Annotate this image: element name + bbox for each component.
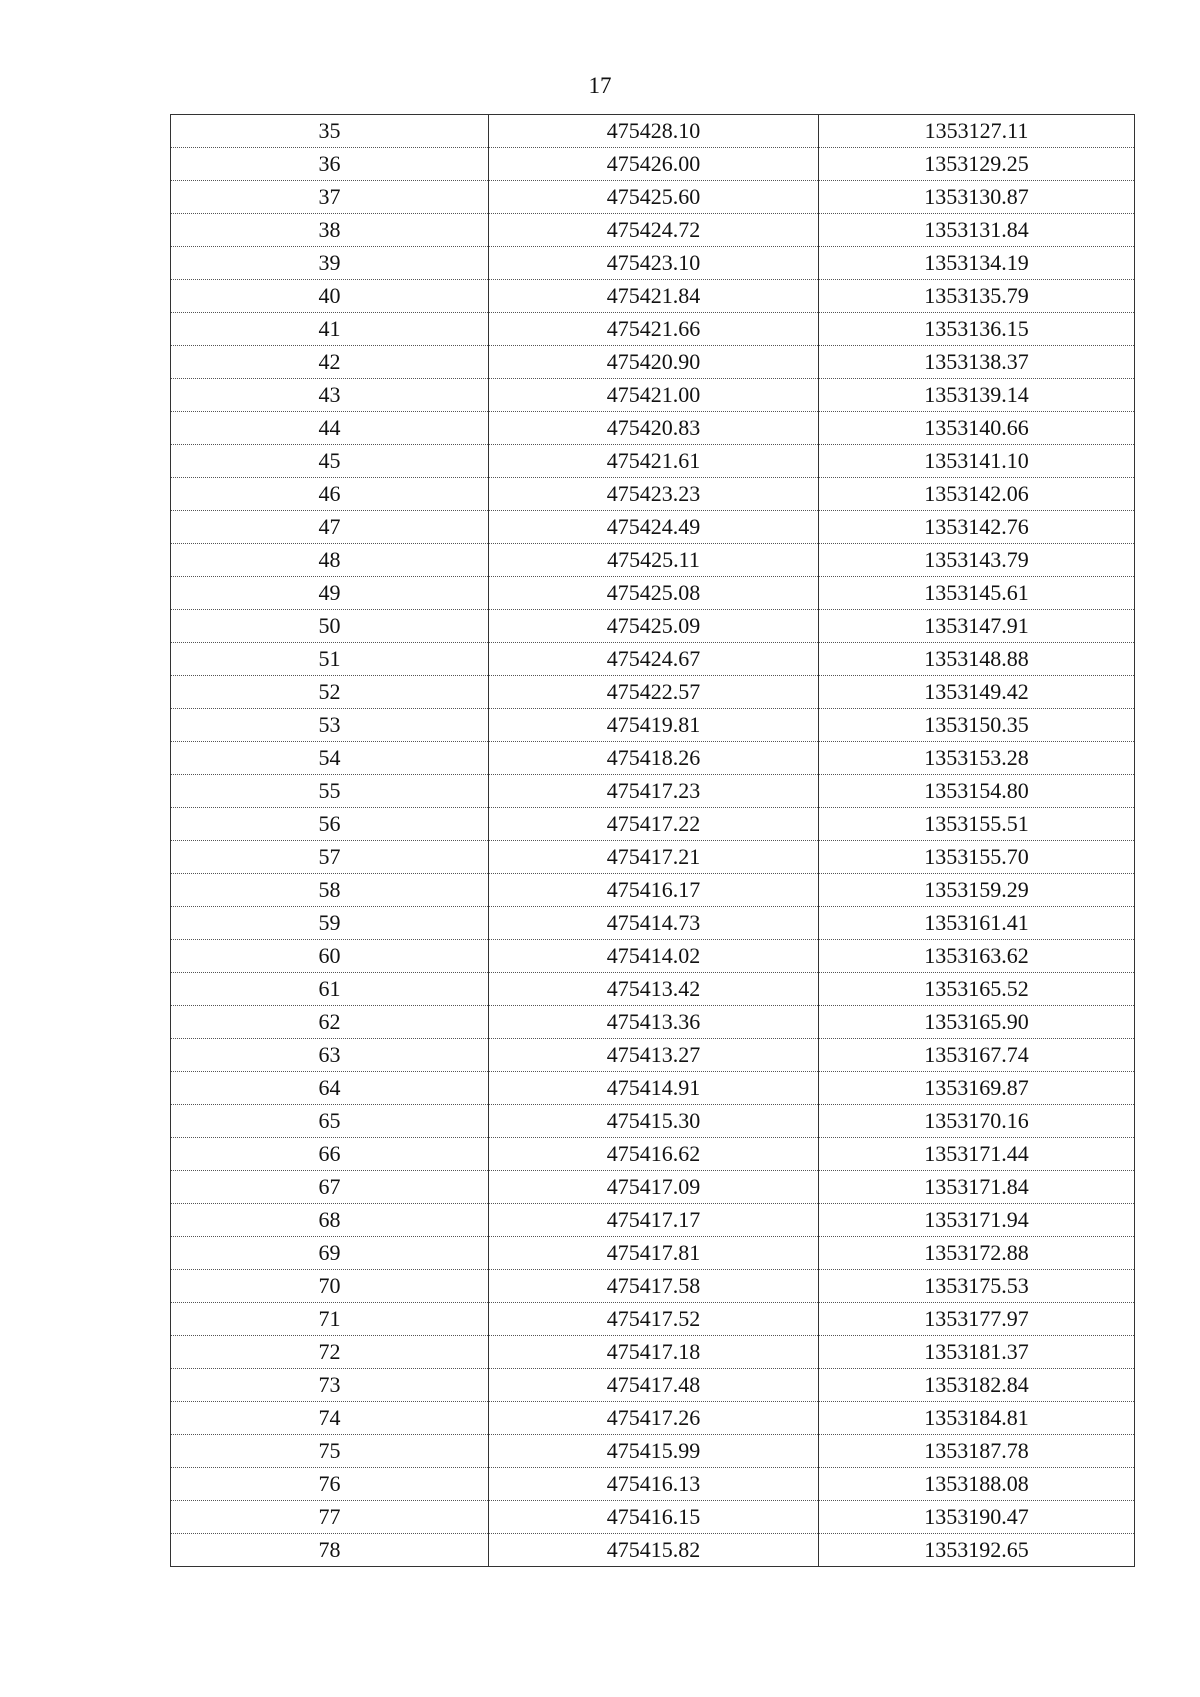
point-number-cell: 52 bbox=[171, 676, 489, 709]
x-coordinate-cell: 475425.09 bbox=[489, 610, 819, 643]
y-coordinate-cell: 1353138.37 bbox=[819, 346, 1135, 379]
point-number-cell: 50 bbox=[171, 610, 489, 643]
y-coordinate-cell: 1353171.84 bbox=[819, 1171, 1135, 1204]
table-row bbox=[171, 1270, 1135, 1303]
x-coordinate-cell: 475420.90 bbox=[489, 346, 819, 379]
x-coordinate-cell: 475417.26 bbox=[489, 1402, 819, 1435]
table-row bbox=[171, 775, 1135, 808]
x-coordinate-cell: 475421.61 bbox=[489, 445, 819, 478]
x-coordinate-cell: 475417.81 bbox=[489, 1237, 819, 1270]
point-number-cell: 51 bbox=[171, 643, 489, 676]
y-coordinate-cell: 1353154.80 bbox=[819, 775, 1135, 808]
x-coordinate-cell: 475417.09 bbox=[489, 1171, 819, 1204]
table-row bbox=[171, 841, 1135, 874]
table-row bbox=[171, 577, 1135, 610]
point-number-cell: 48 bbox=[171, 544, 489, 577]
y-coordinate-cell: 1353163.62 bbox=[819, 940, 1135, 973]
table-row bbox=[171, 643, 1135, 676]
y-coordinate-cell: 1353165.90 bbox=[819, 1006, 1135, 1039]
y-coordinate-cell: 1353141.10 bbox=[819, 445, 1135, 478]
x-coordinate-cell: 475417.58 bbox=[489, 1270, 819, 1303]
x-coordinate-cell: 475413.27 bbox=[489, 1039, 819, 1072]
point-number-cell: 55 bbox=[171, 775, 489, 808]
y-coordinate-cell: 1353145.61 bbox=[819, 577, 1135, 610]
x-coordinate-cell: 475415.82 bbox=[489, 1534, 819, 1567]
table-row bbox=[171, 1303, 1135, 1336]
y-coordinate-cell: 1353142.76 bbox=[819, 511, 1135, 544]
point-number-cell: 60 bbox=[171, 940, 489, 973]
y-coordinate-cell: 1353161.41 bbox=[819, 907, 1135, 940]
x-coordinate-cell: 475424.49 bbox=[489, 511, 819, 544]
y-coordinate-cell: 1353131.84 bbox=[819, 214, 1135, 247]
y-coordinate-cell: 1353130.87 bbox=[819, 181, 1135, 214]
point-number-cell: 41 bbox=[171, 313, 489, 346]
x-coordinate-cell: 475425.08 bbox=[489, 577, 819, 610]
y-coordinate-cell: 1353134.19 bbox=[819, 247, 1135, 280]
point-number-cell: 45 bbox=[171, 445, 489, 478]
table-row bbox=[171, 973, 1135, 1006]
table-row bbox=[171, 511, 1135, 544]
table-row bbox=[171, 181, 1135, 214]
point-number-cell: 56 bbox=[171, 808, 489, 841]
x-coordinate-cell: 475414.73 bbox=[489, 907, 819, 940]
x-coordinate-cell: 475417.48 bbox=[489, 1369, 819, 1402]
point-number-cell: 39 bbox=[171, 247, 489, 280]
table-row bbox=[171, 907, 1135, 940]
point-number-cell: 71 bbox=[171, 1303, 489, 1336]
point-number-cell: 66 bbox=[171, 1138, 489, 1171]
y-coordinate-cell: 1353148.88 bbox=[819, 643, 1135, 676]
x-coordinate-cell: 475417.23 bbox=[489, 775, 819, 808]
y-coordinate-cell: 1353170.16 bbox=[819, 1105, 1135, 1138]
point-number-cell: 78 bbox=[171, 1534, 489, 1567]
point-number-cell: 73 bbox=[171, 1369, 489, 1402]
point-number-cell: 49 bbox=[171, 577, 489, 610]
x-coordinate-cell: 475417.21 bbox=[489, 841, 819, 874]
x-coordinate-cell: 475428.10 bbox=[489, 115, 819, 148]
table-row bbox=[171, 313, 1135, 346]
y-coordinate-cell: 1353143.79 bbox=[819, 544, 1135, 577]
x-coordinate-cell: 475423.10 bbox=[489, 247, 819, 280]
table-row bbox=[171, 808, 1135, 841]
point-number-cell: 69 bbox=[171, 1237, 489, 1270]
coordinates-table bbox=[170, 114, 1135, 1567]
table-row bbox=[171, 478, 1135, 511]
point-number-cell: 67 bbox=[171, 1171, 489, 1204]
y-coordinate-cell: 1353167.74 bbox=[819, 1039, 1135, 1072]
x-coordinate-cell: 475419.81 bbox=[489, 709, 819, 742]
x-coordinate-cell: 475417.17 bbox=[489, 1204, 819, 1237]
table-row bbox=[171, 940, 1135, 973]
y-coordinate-cell: 1353171.94 bbox=[819, 1204, 1135, 1237]
point-number-cell: 43 bbox=[171, 379, 489, 412]
x-coordinate-cell: 475415.99 bbox=[489, 1435, 819, 1468]
table-row bbox=[171, 148, 1135, 181]
table-row bbox=[171, 1336, 1135, 1369]
point-number-cell: 68 bbox=[171, 1204, 489, 1237]
x-coordinate-cell: 475413.42 bbox=[489, 973, 819, 1006]
y-coordinate-cell: 1353181.37 bbox=[819, 1336, 1135, 1369]
y-coordinate-cell: 1353192.65 bbox=[819, 1534, 1135, 1567]
table-row bbox=[171, 709, 1135, 742]
table-row bbox=[171, 1039, 1135, 1072]
point-number-cell: 57 bbox=[171, 841, 489, 874]
y-coordinate-cell: 1353150.35 bbox=[819, 709, 1135, 742]
y-coordinate-cell: 1353182.84 bbox=[819, 1369, 1135, 1402]
x-coordinate-cell: 475424.72 bbox=[489, 214, 819, 247]
point-number-cell: 58 bbox=[171, 874, 489, 907]
y-coordinate-cell: 1353127.11 bbox=[819, 115, 1135, 148]
y-coordinate-cell: 1353159.29 bbox=[819, 874, 1135, 907]
point-number-cell: 74 bbox=[171, 1402, 489, 1435]
table-row bbox=[171, 1138, 1135, 1171]
point-number-cell: 77 bbox=[171, 1501, 489, 1534]
table-row bbox=[171, 115, 1135, 148]
y-coordinate-cell: 1353153.28 bbox=[819, 742, 1135, 775]
x-coordinate-cell: 475420.83 bbox=[489, 412, 819, 445]
point-number-cell: 61 bbox=[171, 973, 489, 1006]
x-coordinate-cell: 475413.36 bbox=[489, 1006, 819, 1039]
x-coordinate-cell: 475421.66 bbox=[489, 313, 819, 346]
table-row bbox=[171, 346, 1135, 379]
coordinates-table-body bbox=[171, 115, 1135, 1567]
point-number-cell: 38 bbox=[171, 214, 489, 247]
point-number-cell: 44 bbox=[171, 412, 489, 445]
x-coordinate-cell: 475422.57 bbox=[489, 676, 819, 709]
x-coordinate-cell: 475425.11 bbox=[489, 544, 819, 577]
x-coordinate-cell: 475425.60 bbox=[489, 181, 819, 214]
x-coordinate-cell: 475416.15 bbox=[489, 1501, 819, 1534]
point-number-cell: 37 bbox=[171, 181, 489, 214]
y-coordinate-cell: 1353169.87 bbox=[819, 1072, 1135, 1105]
table-row bbox=[171, 1435, 1135, 1468]
table-row bbox=[171, 742, 1135, 775]
y-coordinate-cell: 1353129.25 bbox=[819, 148, 1135, 181]
x-coordinate-cell: 475423.23 bbox=[489, 478, 819, 511]
table-row bbox=[171, 247, 1135, 280]
x-coordinate-cell: 475414.02 bbox=[489, 940, 819, 973]
y-coordinate-cell: 1353155.70 bbox=[819, 841, 1135, 874]
y-coordinate-cell: 1353147.91 bbox=[819, 610, 1135, 643]
x-coordinate-cell: 475417.18 bbox=[489, 1336, 819, 1369]
table-row bbox=[171, 1402, 1135, 1435]
table-row bbox=[171, 1105, 1135, 1138]
point-number-cell: 59 bbox=[171, 907, 489, 940]
point-number-cell: 76 bbox=[171, 1468, 489, 1501]
point-number-cell: 54 bbox=[171, 742, 489, 775]
point-number-cell: 70 bbox=[171, 1270, 489, 1303]
x-coordinate-cell: 475426.00 bbox=[489, 148, 819, 181]
table-row bbox=[171, 1006, 1135, 1039]
x-coordinate-cell: 475416.17 bbox=[489, 874, 819, 907]
y-coordinate-cell: 1353149.42 bbox=[819, 676, 1135, 709]
table-row bbox=[171, 1369, 1135, 1402]
y-coordinate-cell: 1353175.53 bbox=[819, 1270, 1135, 1303]
point-number-cell: 36 bbox=[171, 148, 489, 181]
y-coordinate-cell: 1353190.47 bbox=[819, 1501, 1135, 1534]
y-coordinate-cell: 1353135.79 bbox=[819, 280, 1135, 313]
x-coordinate-cell: 475415.30 bbox=[489, 1105, 819, 1138]
table-row bbox=[171, 874, 1135, 907]
y-coordinate-cell: 1353187.78 bbox=[819, 1435, 1135, 1468]
x-coordinate-cell: 475421.00 bbox=[489, 379, 819, 412]
point-number-cell: 47 bbox=[171, 511, 489, 544]
point-number-cell: 35 bbox=[171, 115, 489, 148]
x-coordinate-cell: 475424.67 bbox=[489, 643, 819, 676]
table-row bbox=[171, 445, 1135, 478]
y-coordinate-cell: 1353172.88 bbox=[819, 1237, 1135, 1270]
table-row bbox=[171, 544, 1135, 577]
point-number-cell: 72 bbox=[171, 1336, 489, 1369]
table-row bbox=[171, 1237, 1135, 1270]
table-row bbox=[171, 1534, 1135, 1567]
table-row bbox=[171, 1171, 1135, 1204]
point-number-cell: 75 bbox=[171, 1435, 489, 1468]
y-coordinate-cell: 1353171.44 bbox=[819, 1138, 1135, 1171]
table-row bbox=[171, 610, 1135, 643]
x-coordinate-cell: 475417.52 bbox=[489, 1303, 819, 1336]
table-row bbox=[171, 1501, 1135, 1534]
y-coordinate-cell: 1353136.15 bbox=[819, 313, 1135, 346]
point-number-cell: 40 bbox=[171, 280, 489, 313]
point-number-cell: 65 bbox=[171, 1105, 489, 1138]
table-row bbox=[171, 1204, 1135, 1237]
x-coordinate-cell: 475414.91 bbox=[489, 1072, 819, 1105]
y-coordinate-cell: 1353188.08 bbox=[819, 1468, 1135, 1501]
y-coordinate-cell: 1353184.81 bbox=[819, 1402, 1135, 1435]
point-number-cell: 42 bbox=[171, 346, 489, 379]
point-number-cell: 53 bbox=[171, 709, 489, 742]
x-coordinate-cell: 475421.84 bbox=[489, 280, 819, 313]
page-number: 17 bbox=[588, 73, 612, 98]
table-row bbox=[171, 676, 1135, 709]
point-number-cell: 46 bbox=[171, 478, 489, 511]
y-coordinate-cell: 1353139.14 bbox=[819, 379, 1135, 412]
table-row bbox=[171, 412, 1135, 445]
table-row bbox=[171, 214, 1135, 247]
y-coordinate-cell: 1353177.97 bbox=[819, 1303, 1135, 1336]
point-number-cell: 64 bbox=[171, 1072, 489, 1105]
point-number-cell: 63 bbox=[171, 1039, 489, 1072]
table-row bbox=[171, 1468, 1135, 1501]
table-row bbox=[171, 280, 1135, 313]
y-coordinate-cell: 1353155.51 bbox=[819, 808, 1135, 841]
x-coordinate-cell: 475418.26 bbox=[489, 742, 819, 775]
y-coordinate-cell: 1353140.66 bbox=[819, 412, 1135, 445]
point-number-cell: 62 bbox=[171, 1006, 489, 1039]
x-coordinate-cell: 475416.13 bbox=[489, 1468, 819, 1501]
table-row bbox=[171, 379, 1135, 412]
x-coordinate-cell: 475417.22 bbox=[489, 808, 819, 841]
y-coordinate-cell: 1353165.52 bbox=[819, 973, 1135, 1006]
y-coordinate-cell: 1353142.06 bbox=[819, 478, 1135, 511]
table-row bbox=[171, 1072, 1135, 1105]
x-coordinate-cell: 475416.62 bbox=[489, 1138, 819, 1171]
